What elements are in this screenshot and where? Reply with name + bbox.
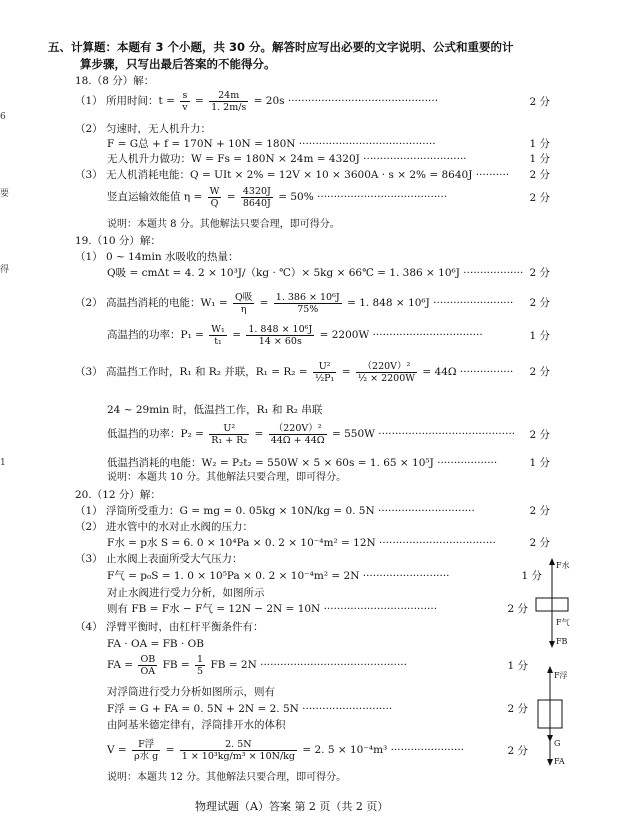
q18-title: 18.（8 分）解： xyxy=(75,75,155,87)
q19-part1-title: （1） 0 ~ 14min 水吸收的热量： xyxy=(75,251,239,263)
q20-part4-line7: V = $\frac{\text{F浮}}{\text{ρ水 g}}$ = $\frac{2. 5N}{\text{1 × 10³kg/m³ × 10N/kg}}$ = 2. 5 × 10⁻⁴m³ ······················ xyxy=(107,738,465,762)
score: 2 分 xyxy=(529,96,550,108)
q20-title: 20.（12 分）解： xyxy=(75,489,161,501)
score: 1 分 xyxy=(529,153,550,165)
q20-part3-line4: 则有 FB = F水 − F气 = 12N − 2N = 10N ·································· xyxy=(107,603,438,615)
score: 2 分 xyxy=(529,169,550,181)
force-label-fqi: F气 xyxy=(556,618,570,627)
page-footer: 物理试题（A）答案 第 2 页（共 2 页） xyxy=(195,800,389,813)
force-label-fa: FA xyxy=(554,757,565,766)
score: 2 分 xyxy=(529,192,550,204)
score: 2 分 xyxy=(529,366,550,378)
score: 2 分 xyxy=(507,745,528,757)
q19-part3-line4: 低温挡消耗的电能：W₂ = P₂t₂ = 550W × 5 × 60s = 1. 65 × 10⁵J ·················· xyxy=(107,457,498,469)
arrow-up-icon xyxy=(549,558,555,565)
margin-mark: 6 xyxy=(0,112,6,122)
margin-mark: 得 xyxy=(0,265,10,275)
q19-part1-line2: Q吸 = cmΔt = 4. 2 × 10³J/（kg · ℃）× 5kg × 66℃ = 1. 386 × 10⁶J ·················· xyxy=(107,267,524,279)
float-force-diagram xyxy=(528,664,578,770)
q19-part3: （3） 高温挡工作时，R₁ 和 R₂ 并联，R₁ = R₂ = $\frac{\text{U²}}{\text{½P₁}}$ = $\frac{\text{（220V）²}}{\text{½ × 2200W}}$ = 44Ω ················ xyxy=(75,360,514,384)
q18-part1: （1） 所用时间：t = $\frac{s}{v}$ = $\frac{24m}{1. 2m/s}$ = 20s ············································· xyxy=(75,89,439,113)
q18-part3-line2: 竖直运输效能值 η = $\frac{W}{Q}$ = $\frac{4320J}{8640J}$ = 50% ······································· xyxy=(107,185,448,209)
q20-part4-line4: 对浮筒进行受力分析如图所示，则有 xyxy=(107,686,275,698)
q18-part2-title: （2） 匀速时，无人机升力： xyxy=(75,123,212,135)
arrow-down-icon xyxy=(547,759,553,766)
score: 1 分 xyxy=(529,330,550,342)
q20-part2-line2: F水 = p水 S = 6. 0 × 10⁴Pa × 0. 2 × 10⁻⁴m² = 12N ··································· xyxy=(107,537,496,549)
q20-part3-line3: 对止水阀进行受力分析，如图所示 xyxy=(107,587,265,599)
margin-mark: 要 xyxy=(0,189,10,199)
q20-part3-line2: F气 = p₀S = 1. 0 × 10⁵Pa × 0. 2 × 10⁻⁴m² = 2N ·························· xyxy=(107,570,450,582)
margin-mark: 1 xyxy=(0,458,6,468)
valve-force-diagram xyxy=(528,556,578,654)
score: 2 分 xyxy=(507,603,528,615)
q20-part4-title: （4） 浮臂平衡时，由杠杆平衡条件有： xyxy=(75,621,264,633)
arrow-down-icon xyxy=(549,641,555,648)
score: 2 分 xyxy=(529,429,550,441)
q20-part3-title: （3） 止水阀上表面所受大气压力： xyxy=(75,553,243,565)
q18-part2-line2: 无人机升力做功：W = Fs = 180N × 24m = 4320J ······························· xyxy=(107,153,467,165)
score: 1 分 xyxy=(507,660,528,672)
arrow-down-icon xyxy=(547,735,553,742)
score: 1 分 xyxy=(521,570,542,582)
force-label-g: G xyxy=(554,739,561,748)
q20-part2-title: （2） 进水管中的水对止水阀的压力： xyxy=(75,521,254,533)
q20-note: 说明：本题共 12 分。其他解法只要合理，即可得分。 xyxy=(107,772,347,783)
score: 2 分 xyxy=(529,267,550,279)
section-heading-line2: 算步骤，只写出最后答案的不能得分。 xyxy=(80,57,276,71)
q19-part3-line3: 低温挡的功率：P₂ = $\frac{\text{U²}}{\text{R₁ + R₂}}$ = $\frac{\text{（220V）²}}{44\Omega + 44\Omega}$ = 550W ········································· xyxy=(107,422,516,446)
q20-part4-line6: 由阿基米德定律有，浮筒排开水的体积 xyxy=(107,719,286,731)
q18-part2-line1: F = G总 + f = 170N + 10N = 180N ········································· xyxy=(107,138,436,150)
q18-note: 说明：本题共 8 分。其他解法只要合理，即可得分。 xyxy=(107,219,340,230)
q20-part4-line3: FA = $\frac{OB}{OA}$ FB = $\frac{1}{5}$ FB = 2N ············································ xyxy=(107,653,407,677)
q19-part2: （2） 高温挡消耗的电能：W₁ = $\frac{\text{Q吸}}{\eta}$ = $\frac{\text{1. 386 × 10⁶J}}{75\%}$ = 1. 848 × 10⁶J ························ xyxy=(75,291,514,315)
score: 1 分 xyxy=(529,457,550,469)
q19-part3-line2: 24 ~ 29min 时，低温挡工作，R₁ 和 R₂ 串联 xyxy=(107,404,323,416)
force-label-fshui: F水 xyxy=(556,561,570,570)
q19-part2b: 高温挡的功率：P₁ = $\frac{\text{W₁}}{\text{t₁}}$ = $\frac{\text{1. 848 × 10⁶J}}{14 \times 60s}$ = 2200W ································· xyxy=(107,323,483,347)
score: 2 分 xyxy=(507,703,528,715)
arrow-up-icon xyxy=(547,666,553,673)
q18-part3-line1: （3） 无人机消耗电能：Q = UIt × 2% = 12V × 10 × 3600A · s × 2% = 8640J ·········· xyxy=(75,169,510,181)
q19-note: 说明：本题共 10 分。其他解法只要合理，即可得分。 xyxy=(107,472,347,483)
q20-part4-line2: FA · OA = FB · OB xyxy=(107,638,204,650)
score: 2 分 xyxy=(529,537,550,549)
q20-part4-line5: F浮 = G + FA = 0. 5N + 2N = 2. 5N ··························· xyxy=(107,703,393,715)
q19-title: 19.（10 分）解： xyxy=(75,235,161,247)
score: 1 分 xyxy=(529,138,550,150)
score: 2 分 xyxy=(529,297,550,309)
force-label-ffu: F浮 xyxy=(554,671,568,680)
section-heading-line1: 五、计算题：本题有 3 个小题，共 30 分。解答时应写出必要的文字说明、公式和重要的计 xyxy=(48,40,514,54)
force-label-fb: FB xyxy=(556,637,568,646)
q20-part1: （1） 浮筒所受重力：G = mg = 0. 05kg × 10N/kg = 0. 5N ····························· xyxy=(75,505,475,517)
score: 2 分 xyxy=(529,505,550,517)
